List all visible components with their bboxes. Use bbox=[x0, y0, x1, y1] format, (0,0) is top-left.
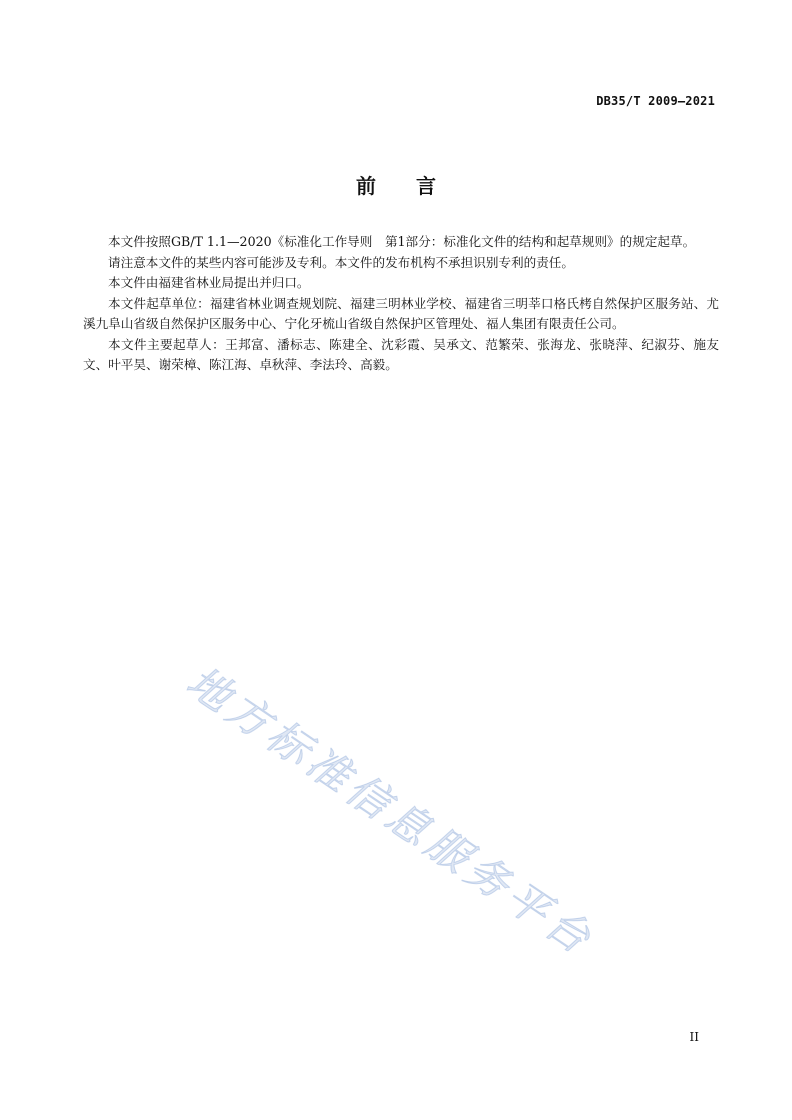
paragraph-drafters: 本文件主要起草人：王邦富、潘标志、陈建全、沈彩霞、吴承文、范繁荣、张海龙、张晓萍、纪淑芬、施友文、叶平昊、谢荣樟、陈江海、卓秋萍、李法玲、高毅。 bbox=[83, 336, 719, 372]
page-title: 前言 bbox=[356, 174, 476, 198]
document-code: DB35/T 2009—2021 bbox=[596, 94, 715, 108]
page-number: II bbox=[689, 1030, 699, 1044]
paragraph-drafting-rules: 本文件按照GB/T 1.1—2020《标准化工作导则 第1部分：标准化文件的结构和起草规则》的规定起草。 bbox=[108, 234, 696, 249]
foreword-body bbox=[83, 232, 719, 376]
watermark: 地方标准信息服务平台 bbox=[178, 656, 604, 966]
paragraph-proposer: 本文件由福建省林业局提出并归口。 bbox=[108, 275, 310, 290]
paragraph-patent-notice: 请注意本文件的某些内容可能涉及专利。本文件的发布机构不承担识别专利的责任。 bbox=[108, 254, 574, 270]
paragraph-drafting-units: 本文件起草单位：福建省林业调查规划院、福建三明林业学校、福建省三明莘口格氏栲自然保护区服务站、尤溪九阜山省级自然保护区服务中心、宁化牙梳山省级自然保护区管理处、福人集团有限责任公司。 bbox=[83, 295, 719, 331]
